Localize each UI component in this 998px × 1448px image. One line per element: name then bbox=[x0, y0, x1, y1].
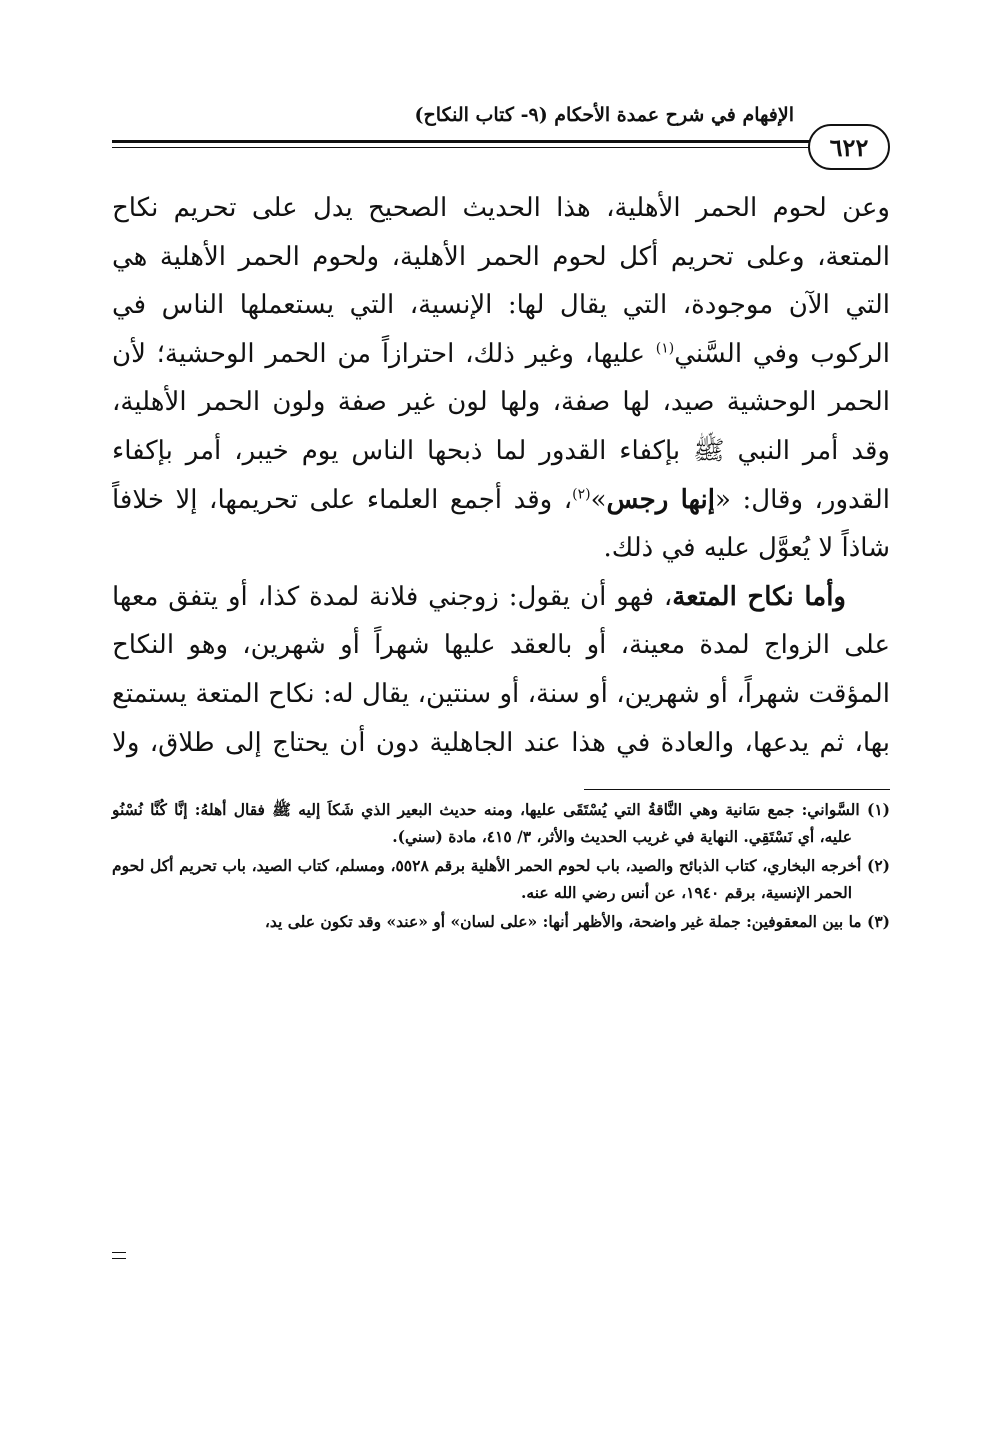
text-run: ، وقد أجمع العلماء على تحريمها، إلا خلافاً شاذاً لا يُعوَّل عليه في ذلك. bbox=[112, 484, 890, 564]
text-run: ، فهو أن يقول: زوجني فلانة لمدة كذا، أو يتفق معها على الزواج لمدة معينة، أو بالعقد عليها شهراً أو شهرين، وهو النكاح المؤقت شهراً، أو شهرين، أو سنة، أو سنتين، يقال له: نكاح المتعة يستمتع بها، ثم يدعها، والعادة في هذا عند الجاهلية دون أن يحتاج إلى طلاق، ولا bbox=[112, 581, 890, 758]
section-lead: وأما نكاح المتعة bbox=[672, 581, 846, 612]
footnote-separator bbox=[584, 789, 890, 790]
text-run: وعن لحوم الحمر الأهلية، هذا الحديث الصحيح يدل على تحريم نكاح المتعة، وعلى تحريم أكل لحوم الحمر الأهلية، ولحوم الحمر الأهلية هي التي الآن موجودة، التي يقال لها: الإنسية، التي يستعملها الناس في الركوب وفي السَّني bbox=[112, 193, 890, 369]
paragraph-1 bbox=[112, 184, 890, 573]
running-title: الإفهام في شرح عمدة الأحكام (٩- كتاب النكاح) bbox=[414, 104, 794, 126]
footnotes bbox=[112, 796, 890, 937]
footnote-ref-2[interactable]: (٢) bbox=[572, 485, 591, 502]
text-run: عليها، وغير ذلك، احترازاً من الحمر الوحشية؛ لأن الحمر الوحشية صيد، لها صفة، ولها لون غير صفة ولون الحمر الأهلية، وقد أمر النبي ﷺ بإكفاء القدور لما ذبحها الناس يوم خيبر، أمر بإكفاء القدور، وقال: « bbox=[112, 338, 890, 515]
header-rule-thick bbox=[112, 140, 820, 143]
header-rule-thin bbox=[112, 147, 820, 148]
page-header bbox=[112, 104, 890, 178]
paragraph-2 bbox=[112, 573, 890, 766]
footnote-3: (٣) ما بين المعقوفين: جملة غير واضحة، والأظهر أنها: «على لسان» أو «عند» وقد تكون على يد، bbox=[264, 912, 890, 931]
main-text bbox=[112, 184, 890, 766]
hadith-quote: إنها رجس bbox=[606, 484, 715, 515]
footnote-2: (٢) أخرجه البخاري، كتاب الذبائح والصيد، باب لحوم الحمر الأهلية برقم ٥٥٢٨، ومسلم، كتاب الصيد، باب تحريم أكل لحوم الحمر الإنسية، برقم ١٩٤٠، عن أنس رضي الله عنه. bbox=[112, 856, 890, 902]
footnote-ref-1[interactable]: (١) bbox=[655, 340, 675, 357]
footnote-1: (١) السَّواني: جمع سَانية وهي النَّاقةُ التي يُسْتَقَى عليها، ومنه حديث البعير الذي شَكاَ إليه ﷺ فقال أهلهُ: إنَّا كُنَّا نُسْنُو عليه، أي نَسْتَقِي. النهاية في غريب الحديث والأثر، ٣/ ٤١٥، مادة (سني). bbox=[112, 800, 890, 846]
continuation-mark bbox=[112, 1252, 126, 1259]
text-run: » bbox=[590, 484, 607, 515]
page-number: ٦٢٢ bbox=[808, 124, 890, 170]
